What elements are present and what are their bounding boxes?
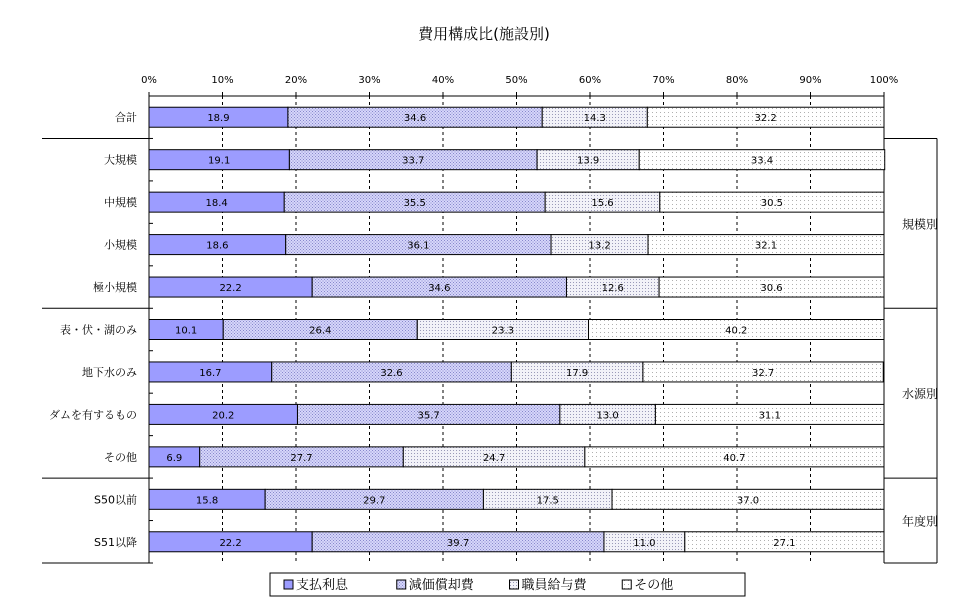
x-tick-label: 20% <box>284 75 308 86</box>
x-tick-label: 70% <box>652 75 675 86</box>
data-label: 16.7 <box>199 367 222 379</box>
legend-label: 職員給与費 <box>521 578 587 593</box>
data-label: 27.7 <box>290 452 313 464</box>
data-label: 17.5 <box>536 495 559 507</box>
data-label: 29.7 <box>363 495 386 507</box>
data-label: 17.9 <box>566 367 589 379</box>
data-label: 30.6 <box>760 283 783 295</box>
data-label: 36.1 <box>407 240 430 252</box>
data-label: 13.0 <box>596 410 619 422</box>
data-label: 34.6 <box>428 283 451 295</box>
data-label: 32.2 <box>754 113 777 125</box>
chart-title: 費用構成比(施設別) <box>418 25 550 43</box>
data-label: 15.8 <box>195 495 219 507</box>
category-label: 中規模 <box>104 196 137 210</box>
group-label: 規模別 <box>902 217 939 232</box>
group-label: 年度別 <box>902 514 939 529</box>
x-tick-label: 30% <box>358 75 381 86</box>
category-label: S50以前 <box>94 493 137 507</box>
data-label: 35.5 <box>403 198 426 210</box>
data-label: 22.2 <box>219 283 242 295</box>
x-tick-label: 100% <box>869 75 899 86</box>
x-tick-label: 0% <box>141 75 157 86</box>
legend-label: その他 <box>634 578 674 593</box>
x-tick-label: 50% <box>505 75 528 86</box>
data-label: 40.2 <box>725 325 748 337</box>
category-label: 合計 <box>115 111 137 125</box>
data-label: 32.6 <box>380 367 403 379</box>
category-label: 小規模 <box>104 238 137 252</box>
legend <box>270 573 745 596</box>
x-axis-ticks <box>141 75 898 96</box>
x-tick-label: 80% <box>725 75 749 86</box>
data-label: 19.1 <box>208 155 231 167</box>
data-label: 32.7 <box>751 367 775 379</box>
data-label: 10.1 <box>174 325 198 337</box>
category-label: ダムを有するもの <box>49 408 137 422</box>
x-tick-label: 60% <box>578 75 602 86</box>
legend-swatch <box>397 580 406 589</box>
category-label: 表・伏・湖のみ <box>60 323 137 337</box>
legend-swatch <box>510 580 519 589</box>
x-tick-label: 90% <box>799 75 822 86</box>
data-label: 34.6 <box>403 113 427 125</box>
x-tick-label: 10% <box>211 75 234 86</box>
bars <box>149 107 885 552</box>
category-label: 大規模 <box>104 153 137 167</box>
data-label: 11.0 <box>633 537 656 549</box>
data-label: 15.6 <box>591 198 614 210</box>
legend-swatch <box>284 580 293 589</box>
data-label: 26.4 <box>309 325 332 337</box>
category-labels <box>49 110 137 549</box>
legend-label: 支払利息 <box>296 578 349 593</box>
category-label: S51以降 <box>94 535 137 549</box>
data-label: 30.5 <box>760 198 784 210</box>
data-label: 33.4 <box>750 155 774 167</box>
data-label: 13.9 <box>577 155 600 167</box>
data-label: 22.2 <box>219 537 242 549</box>
data-label: 27.1 <box>773 537 796 549</box>
data-label: 18.6 <box>206 240 229 252</box>
data-label: 23.3 <box>491 325 515 337</box>
category-label: 極小規模 <box>93 281 137 295</box>
x-tick-label: 40% <box>431 75 455 86</box>
legend-label: 減価償却費 <box>408 578 474 593</box>
data-label: 40.7 <box>723 452 746 464</box>
data-label: 6.9 <box>166 452 183 464</box>
data-label: 14.3 <box>583 113 606 125</box>
data-label: 33.7 <box>402 155 425 167</box>
data-label: 12.6 <box>601 283 624 295</box>
data-label: 18.9 <box>207 113 230 125</box>
data-label: 39.7 <box>446 537 470 549</box>
data-label: 37.0 <box>736 495 760 507</box>
legend-swatch <box>622 580 631 589</box>
category-label: 地下水のみ <box>82 365 137 379</box>
data-label: 13.2 <box>588 240 611 252</box>
data-label: 31.1 <box>758 410 781 422</box>
category-label: その他 <box>104 450 137 464</box>
data-label: 24.7 <box>482 452 506 464</box>
data-label: 35.7 <box>417 410 440 422</box>
data-label: 18.4 <box>205 198 228 210</box>
data-label: 32.1 <box>754 240 778 252</box>
group-label: 水源別 <box>902 387 939 402</box>
data-label: 20.2 <box>212 410 235 422</box>
